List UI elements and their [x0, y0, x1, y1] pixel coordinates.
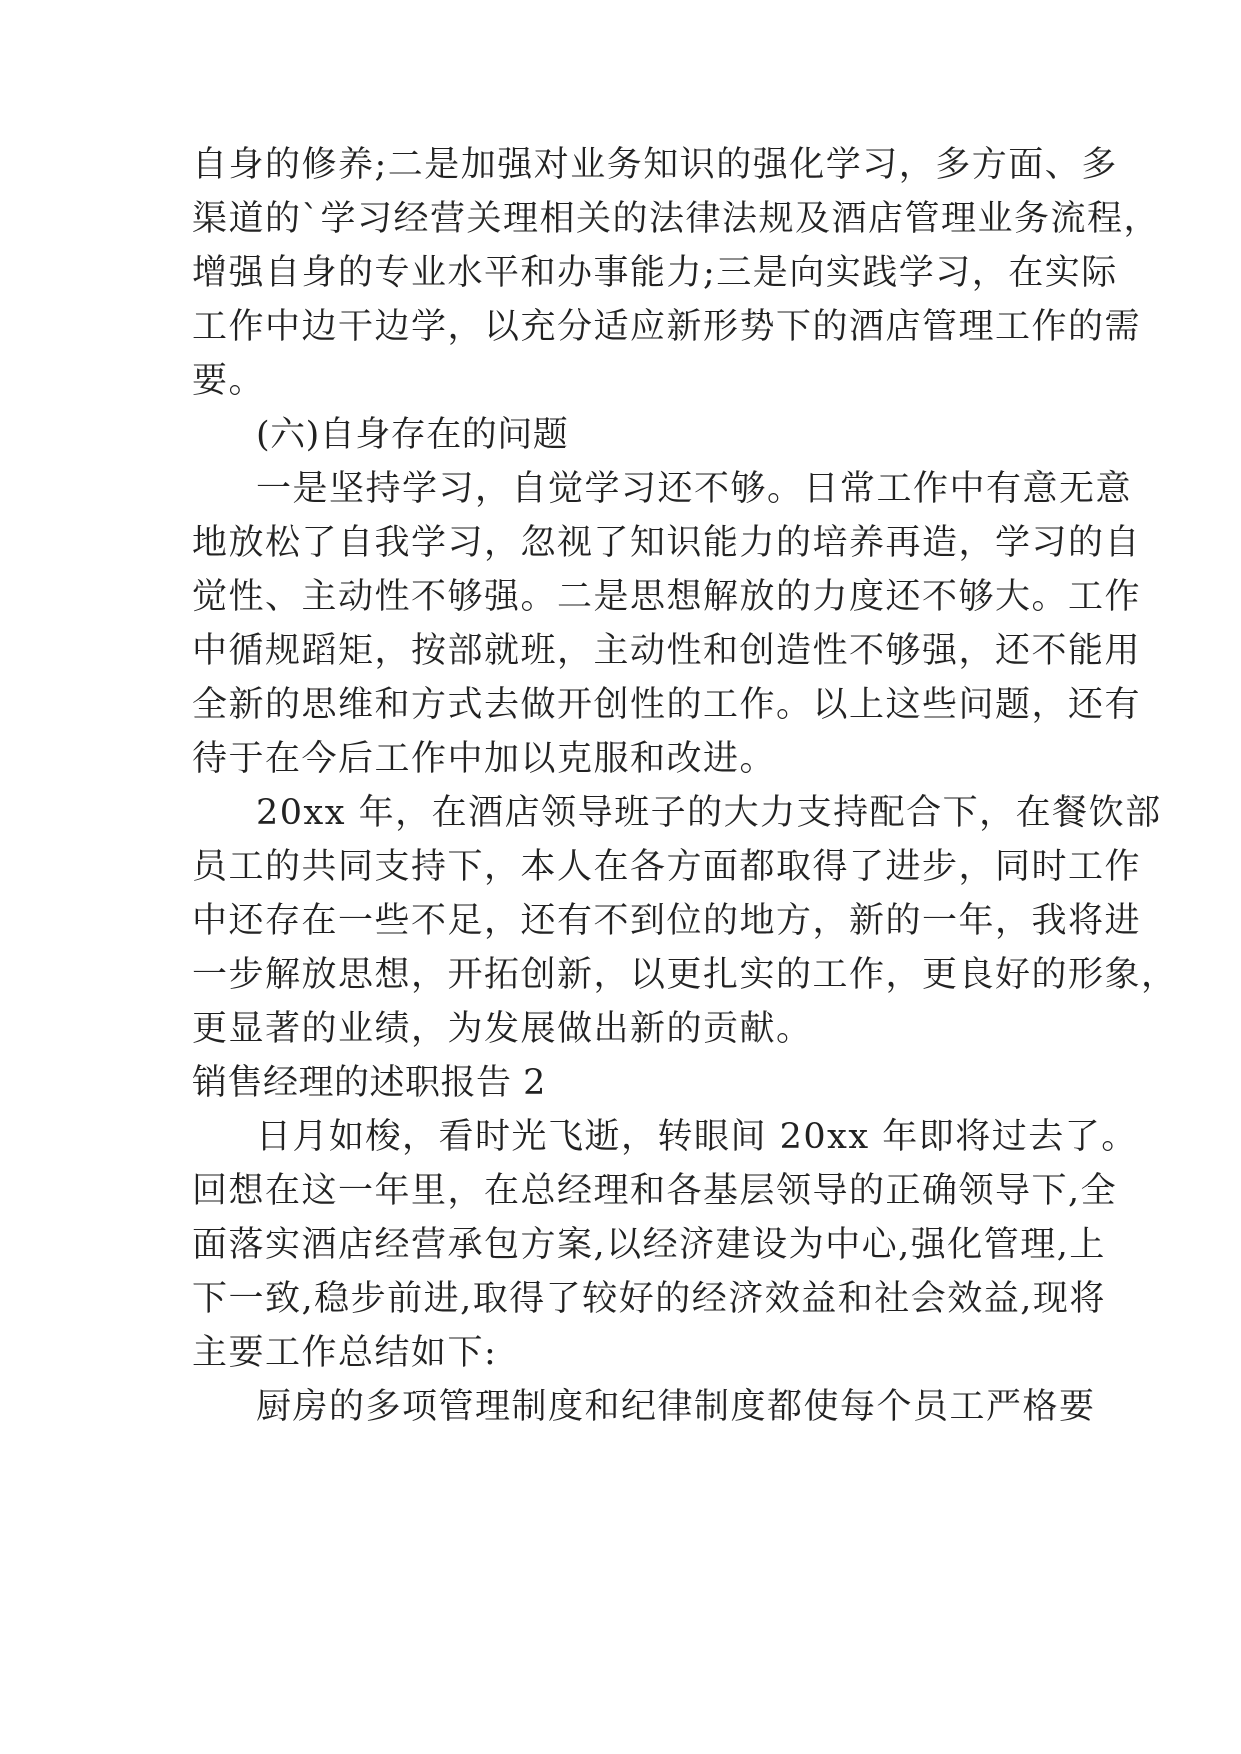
- text-line: 一是坚持学习，自觉学习还不够。日常工作中有意无意: [256, 469, 1133, 509]
- text-line: 渠道的`学习经营关理相关的法律法规及酒店管理业务流程，: [192, 199, 1161, 239]
- text-line: 面落实酒店经营承包方案,以经济建设为中心,强化管理,上: [192, 1225, 1106, 1265]
- text-line: 工作中边干边学，以充分适应新形势下的酒店管理工作的需: [192, 307, 1142, 347]
- text-line: 觉性、主动性不够强。二是思想解放的力度还不够大。工作: [192, 577, 1142, 617]
- text-line: 员工的共同支持下，本人在各方面都取得了进步，同时工作: [192, 847, 1142, 887]
- text-line: 要。: [192, 361, 266, 401]
- text-line: 自身的修养;二是加强对业务知识的强化学习，多方面、多: [192, 145, 1118, 185]
- text-line: 厨房的多项管理制度和纪律制度都使每个员工严格要: [256, 1387, 1096, 1427]
- text-line: 中循规蹈矩，按部就班，主动性和创造性不够强，还不能用: [192, 631, 1142, 671]
- text-line: 地放松了自我学习，忽视了知识能力的培养再造，学习的自: [192, 523, 1142, 563]
- text-line: 待于在今后工作中加以克服和改进。: [192, 739, 777, 779]
- document-title: 销售经理的述职报告 2: [192, 1063, 546, 1103]
- text-line: 日月如梭，看时光飞逝，转眼间 20xx 年即将过去了。: [256, 1117, 1138, 1157]
- text-line: 下一致,稳步前进,取得了较好的经济效益和社会效益,现将: [192, 1279, 1106, 1319]
- text-line: 主要工作总结如下:: [192, 1333, 498, 1373]
- text-line: 中还存在一些不足，还有不到位的地方，新的一年，我将进: [192, 901, 1142, 941]
- text-line: 全新的思维和方式去做开创性的工作。以上这些问题，还有: [192, 685, 1142, 725]
- section-heading: (六)自身存在的问题: [256, 415, 569, 455]
- text-line: 一步解放思想，开拓创新，以更扎实的工作，更良好的形象，: [192, 955, 1178, 995]
- text-line: 更显著的业绩，为发展做出新的贡献。: [192, 1009, 813, 1049]
- text-line: 回想在这一年里，在总经理和各基层领导的正确领导下,全: [192, 1171, 1118, 1211]
- text-line: 增强自身的专业水平和办事能力;三是向实践学习，在实际: [192, 253, 1118, 293]
- text-line: 20xx 年，在酒店领导班子的大力支持配合下，在餐饮部: [256, 793, 1162, 833]
